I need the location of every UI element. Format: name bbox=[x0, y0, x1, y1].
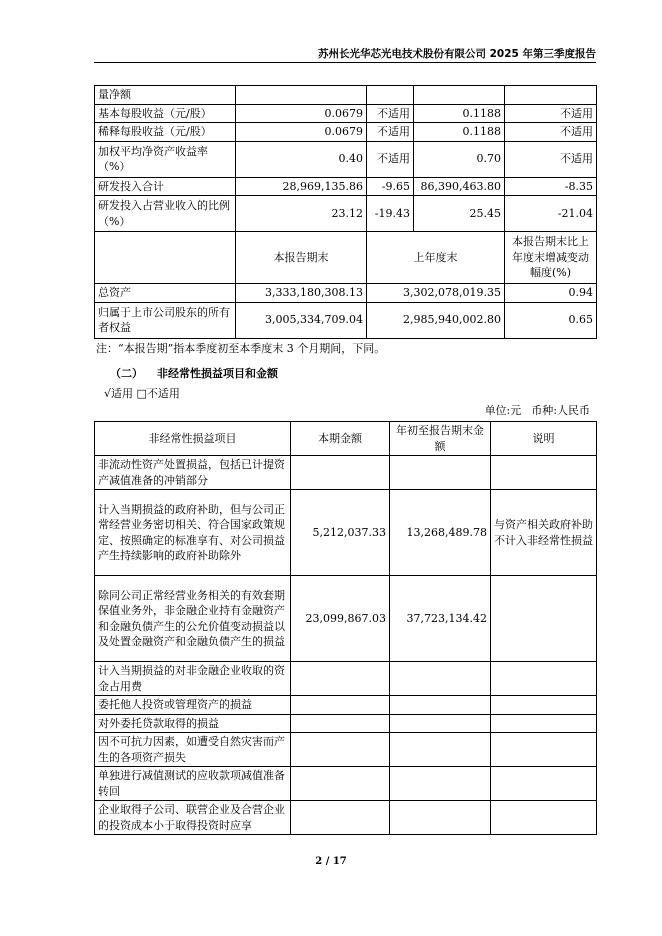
table-row: 单独进行减值测试的应收款项减值准备转回 bbox=[95, 767, 597, 801]
table-row bbox=[95, 86, 597, 105]
row-label: 研发投入占营业收入的比例（%） bbox=[95, 196, 236, 232]
header-rule bbox=[94, 62, 596, 63]
col-header-period-end: 本报告期末 bbox=[236, 232, 367, 284]
table-row: 委托他人投资或管理资产的损益 bbox=[95, 696, 597, 715]
table-row: 归属于上市公司股东的所有者权益 3,005,334,709.04 2,985,940,002.80 0.65 bbox=[95, 302, 597, 338]
row-label: 总资产 bbox=[95, 284, 236, 303]
row-label: 基本每股收益（元/股） bbox=[95, 104, 236, 123]
page-header: 苏州长光华芯光电技术股份有限公司 2025 年第三季度报告 bbox=[317, 48, 596, 60]
row-label: 研发投入合计 bbox=[95, 177, 236, 196]
table-row: 除同公司正常经营业务相关的有效套期保值业务外，非金融企业持有金融资产和金融负债产生的公允价值变动损益以及处置金融资产和金融负债产生的损益 23,099,867.03 37,723,134.42 bbox=[95, 576, 597, 662]
applicable-checked-option: √适用 bbox=[104, 387, 134, 400]
table-row: 研发投入占营业收入的比例（%） 23.12 -19.43 25.45 -21.04 bbox=[95, 196, 597, 232]
currency-label: 币种:人民币 bbox=[531, 404, 590, 417]
non-recurring-items-table bbox=[94, 421, 597, 835]
col-header-change-pct: 本报告期末比上年度末增减变动幅度(%) bbox=[505, 232, 597, 284]
page-number: 2 / 17 bbox=[315, 856, 347, 867]
table-row: 基本每股收益（元/股） 0.0679 不适用 0.1188 不适用 bbox=[95, 104, 597, 123]
table-note: 注：“本报告期”指本季度初至本季度末 3 个月期间，下同。 bbox=[96, 342, 386, 355]
table-row: 总资产 3,333,180,308.13 3,302,078,019.35 0.94 bbox=[95, 284, 597, 303]
applicability-options bbox=[104, 385, 180, 401]
row-label: 量净额 bbox=[95, 86, 236, 105]
table-row: 因不可抗力因素，如遭受自然灾害而产生的各项资产损失 bbox=[95, 733, 597, 767]
section-title: 非经常性损益项目和金额 bbox=[157, 367, 278, 380]
table-row: 稀释每股收益（元/股） 0.0679 不适用 0.1188 不适用 bbox=[95, 123, 597, 142]
col-header-current: 本期金额 bbox=[291, 422, 390, 456]
row-label: 稀释每股收益（元/股） bbox=[95, 123, 236, 142]
col-header-prior-year-end: 上年度末 bbox=[367, 232, 505, 284]
financial-indicators-table bbox=[94, 85, 597, 339]
table-row: 非流动性资产处置损益，包括已计提资产减值准备的冲销部分 bbox=[95, 456, 597, 490]
table-header-row bbox=[95, 422, 597, 456]
table-row: 加权平均净资产收益率（%） 0.40 不适用 0.70 不适用 bbox=[95, 141, 597, 177]
col-header-item: 非经常性损益项目 bbox=[95, 422, 291, 456]
row-label: 加权平均净资产收益率（%） bbox=[95, 141, 236, 177]
table-row: 计入当期损益的政府补助，但与公司正常经营业务密切相关、符合国家政策规定、按照确定的标准享有、对公司损益产生持续影响的政府补助除外 5,212,037.33 13,268,489.78 与资产相关政府补助不计入非经常性损益 bbox=[95, 490, 597, 576]
unit-line bbox=[485, 402, 590, 418]
section-number: （二） bbox=[110, 367, 143, 380]
table-row: 计入当期损益的对非金融企业收取的资金占用费 bbox=[95, 662, 597, 696]
col-header-desc: 说明 bbox=[491, 422, 597, 456]
table-row: 对外委托贷款取得的损益 bbox=[95, 714, 597, 733]
col-header-ytd: 年初至报告期末金额 bbox=[390, 422, 491, 456]
row-label: 归属于上市公司股东的所有者权益 bbox=[95, 302, 236, 338]
table-row: 研发投入合计 28,969,135.86 -9.65 86,390,463.80 -8.35 bbox=[95, 177, 597, 196]
unit-label: 单位:元 bbox=[484, 404, 522, 417]
section-heading bbox=[110, 365, 278, 381]
not-applicable-option: □不适用 bbox=[136, 387, 180, 400]
table-row: 企业取得子公司、联营企业及合营企业的投资成本小于取得投资时应享 bbox=[95, 801, 597, 835]
table-subheader-row bbox=[95, 232, 597, 284]
